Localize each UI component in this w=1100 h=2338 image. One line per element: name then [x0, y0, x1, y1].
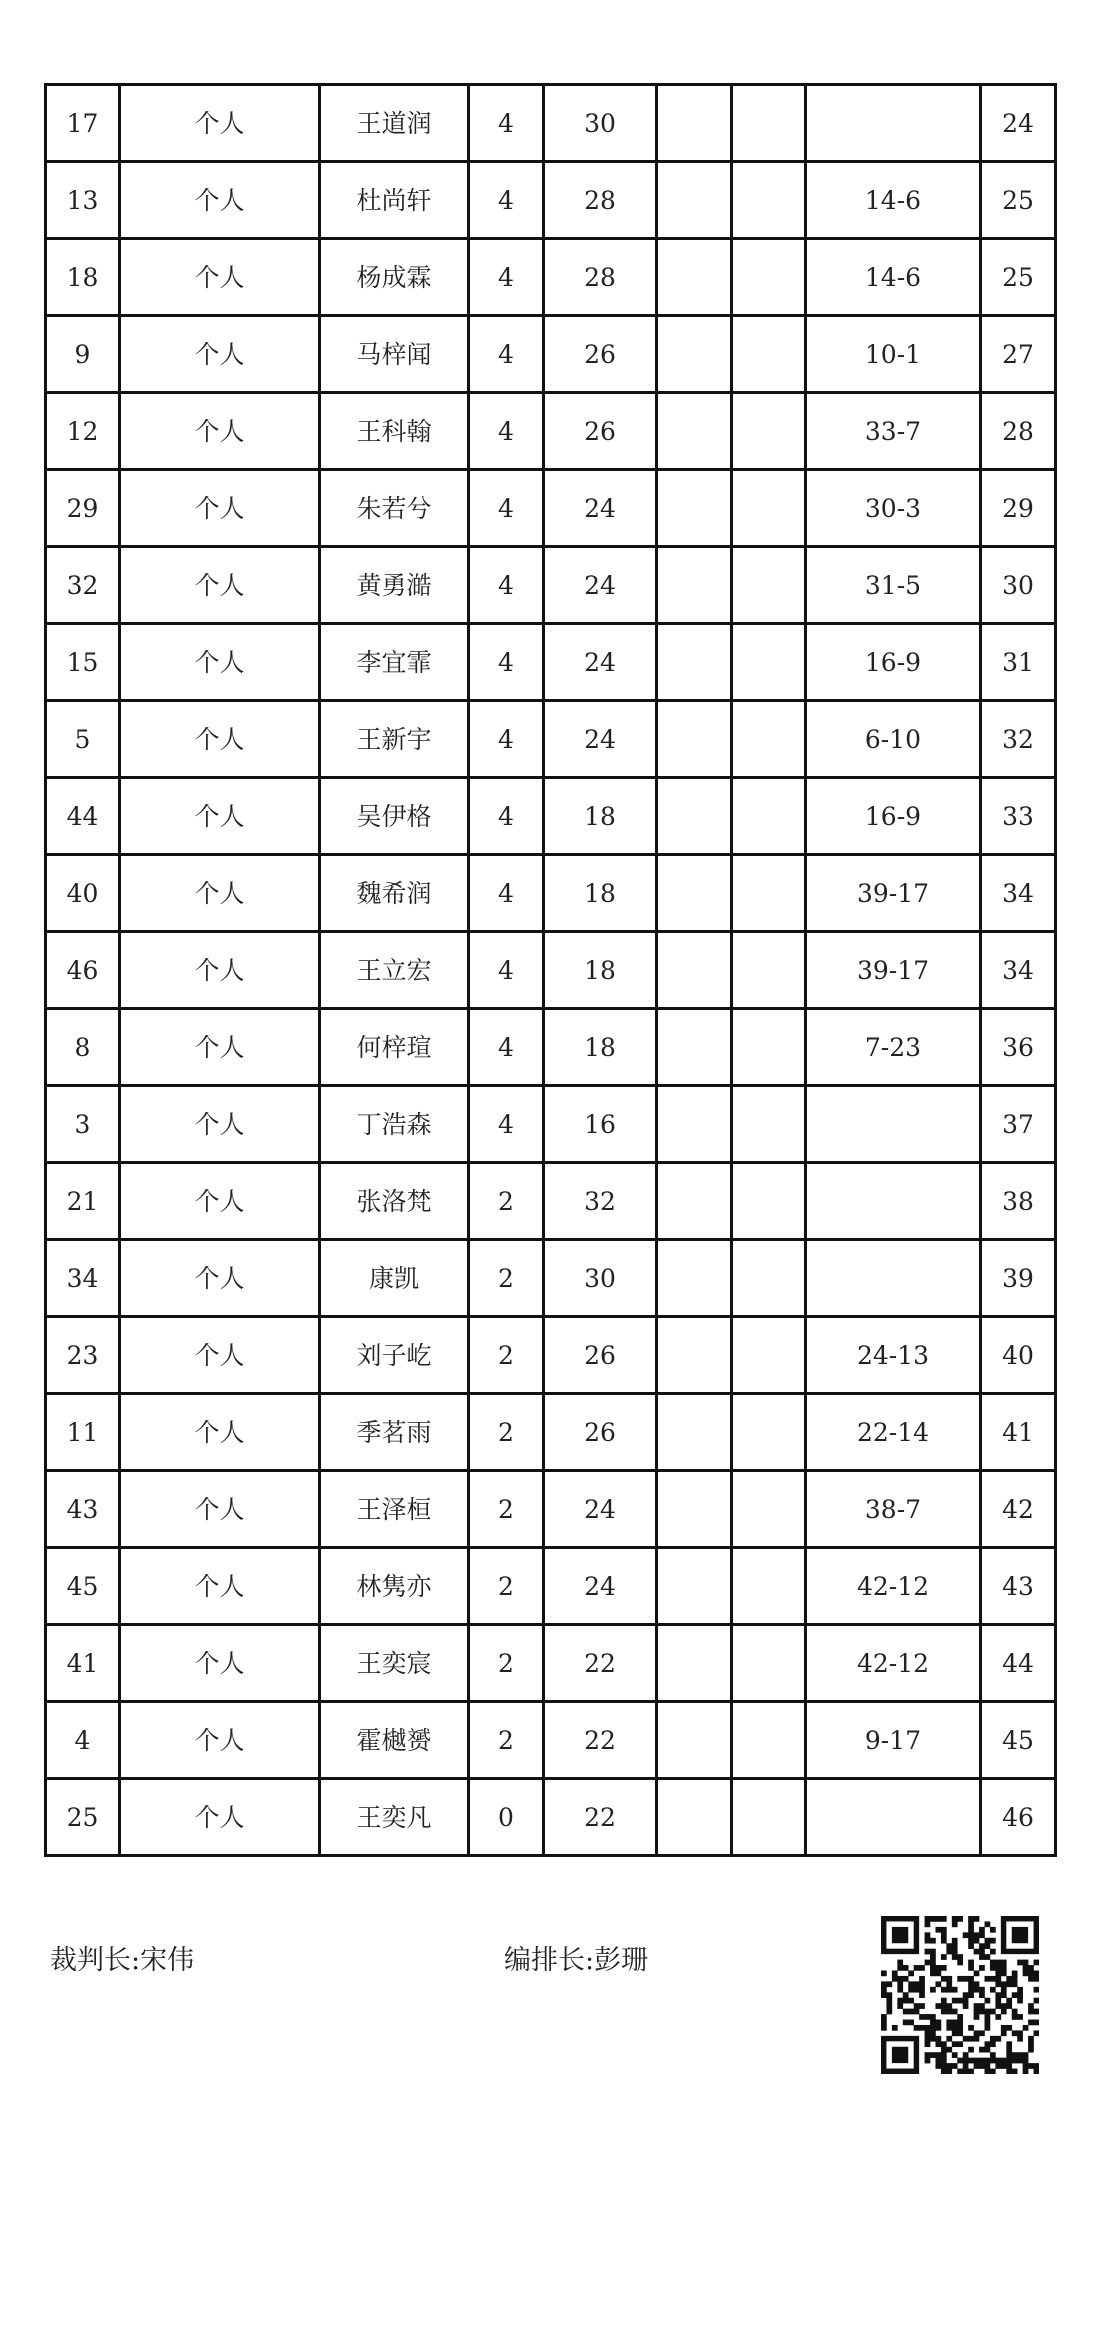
cell-score: 4 [469, 932, 544, 1009]
cell-points: 24 [544, 1548, 657, 1625]
chief-scheduler-label: 编排长:彭珊 [504, 1945, 649, 1976]
cell-entry-type: 个人 [120, 1548, 320, 1625]
cell-entry-type: 个人 [120, 393, 320, 470]
table-row [46, 701, 1056, 778]
cell-seed-number: 18 [46, 239, 120, 316]
cell-column-7 [732, 624, 806, 701]
cell-entry-type: 个人 [120, 547, 320, 624]
cell-player-name: 季茗雨 [320, 1394, 469, 1471]
cell-column-7 [732, 1394, 806, 1471]
cell-entry-type: 个人 [120, 855, 320, 932]
cell-entry-type: 个人 [120, 701, 320, 778]
cell-seed-number: 40 [46, 855, 120, 932]
cell-player-name: 杨成霖 [320, 239, 469, 316]
cell-player-name: 张洛梵 [320, 1163, 469, 1240]
table-row [46, 1240, 1056, 1317]
cell-score: 4 [469, 1009, 544, 1086]
cell-entry-type: 个人 [120, 624, 320, 701]
results-table [44, 83, 1057, 1857]
table-row [46, 624, 1056, 701]
cell-tiebreak [806, 85, 981, 162]
cell-tiebreak: 22-14 [806, 1394, 981, 1471]
cell-tiebreak [806, 1163, 981, 1240]
cell-column-7 [732, 85, 806, 162]
cell-points: 22 [544, 1779, 657, 1856]
cell-column-7 [732, 393, 806, 470]
table-row [46, 1163, 1056, 1240]
table-row [46, 1702, 1056, 1779]
cell-points: 18 [544, 778, 657, 855]
cell-column-6 [657, 778, 732, 855]
cell-seed-number: 46 [46, 932, 120, 1009]
cell-seed-number: 29 [46, 470, 120, 547]
cell-rank: 31 [981, 624, 1056, 701]
cell-column-6 [657, 855, 732, 932]
cell-points: 26 [544, 1394, 657, 1471]
cell-tiebreak: 10-1 [806, 316, 981, 393]
cell-score: 4 [469, 470, 544, 547]
cell-column-6 [657, 1086, 732, 1163]
cell-column-7 [732, 1163, 806, 1240]
table-row [46, 1009, 1056, 1086]
cell-player-name: 杜尚轩 [320, 162, 469, 239]
table-row [46, 1625, 1056, 1702]
cell-rank: 34 [981, 855, 1056, 932]
cell-column-7 [732, 1471, 806, 1548]
cell-seed-number: 34 [46, 1240, 120, 1317]
cell-points: 26 [544, 393, 657, 470]
qr-code-icon [881, 1916, 1039, 2074]
cell-tiebreak: 24-13 [806, 1317, 981, 1394]
table-row [46, 162, 1056, 239]
cell-points: 26 [544, 316, 657, 393]
cell-tiebreak: 16-9 [806, 778, 981, 855]
cell-seed-number: 21 [46, 1163, 120, 1240]
cell-seed-number: 11 [46, 1394, 120, 1471]
cell-player-name: 朱若兮 [320, 470, 469, 547]
cell-column-7 [732, 1625, 806, 1702]
cell-tiebreak [806, 1779, 981, 1856]
cell-entry-type: 个人 [120, 1394, 320, 1471]
cell-tiebreak [806, 1086, 981, 1163]
cell-column-6 [657, 316, 732, 393]
cell-tiebreak: 14-6 [806, 239, 981, 316]
cell-tiebreak: 42-12 [806, 1625, 981, 1702]
cell-player-name: 吴伊格 [320, 778, 469, 855]
cell-entry-type: 个人 [120, 1625, 320, 1702]
cell-seed-number: 12 [46, 393, 120, 470]
cell-entry-type: 个人 [120, 1702, 320, 1779]
table-row [46, 547, 1056, 624]
cell-column-6 [657, 1317, 732, 1394]
cell-score: 2 [469, 1625, 544, 1702]
cell-entry-type: 个人 [120, 1779, 320, 1856]
cell-column-6 [657, 547, 732, 624]
cell-column-6 [657, 1625, 732, 1702]
table-body [46, 85, 1056, 1856]
cell-entry-type: 个人 [120, 316, 320, 393]
cell-seed-number: 17 [46, 85, 120, 162]
cell-entry-type: 个人 [120, 1471, 320, 1548]
cell-points: 24 [544, 547, 657, 624]
cell-score: 2 [469, 1394, 544, 1471]
cell-entry-type: 个人 [120, 1009, 320, 1086]
table-row [46, 470, 1056, 547]
cell-seed-number: 32 [46, 547, 120, 624]
cell-player-name: 丁浩森 [320, 1086, 469, 1163]
cell-column-6 [657, 1163, 732, 1240]
cell-seed-number: 25 [46, 1779, 120, 1856]
cell-points: 24 [544, 624, 657, 701]
table-row [46, 932, 1056, 1009]
cell-score: 4 [469, 547, 544, 624]
cell-entry-type: 个人 [120, 1086, 320, 1163]
cell-column-6 [657, 1779, 732, 1856]
cell-rank: 32 [981, 701, 1056, 778]
cell-score: 2 [469, 1548, 544, 1625]
cell-column-7 [732, 1702, 806, 1779]
cell-rank: 42 [981, 1471, 1056, 1548]
cell-score: 2 [469, 1471, 544, 1548]
cell-column-6 [657, 1394, 732, 1471]
cell-entry-type: 个人 [120, 1240, 320, 1317]
cell-score: 0 [469, 1779, 544, 1856]
cell-player-name: 魏希润 [320, 855, 469, 932]
cell-player-name: 王科翰 [320, 393, 469, 470]
cell-tiebreak: 31-5 [806, 547, 981, 624]
cell-rank: 46 [981, 1779, 1056, 1856]
cell-column-7 [732, 547, 806, 624]
cell-player-name: 王道润 [320, 85, 469, 162]
cell-column-6 [657, 470, 732, 547]
table-row [46, 393, 1056, 470]
cell-points: 30 [544, 85, 657, 162]
cell-column-7 [732, 162, 806, 239]
cell-entry-type: 个人 [120, 85, 320, 162]
cell-rank: 29 [981, 470, 1056, 547]
cell-player-name: 王泽桓 [320, 1471, 469, 1548]
cell-points: 32 [544, 1163, 657, 1240]
cell-column-6 [657, 624, 732, 701]
table-row [46, 1471, 1056, 1548]
cell-rank: 27 [981, 316, 1056, 393]
cell-player-name: 何梓瑄 [320, 1009, 469, 1086]
cell-player-name: 黄勇澔 [320, 547, 469, 624]
cell-column-7 [732, 1009, 806, 1086]
cell-seed-number: 45 [46, 1548, 120, 1625]
cell-tiebreak: 6-10 [806, 701, 981, 778]
cell-rank: 28 [981, 393, 1056, 470]
cell-rank: 41 [981, 1394, 1056, 1471]
table-row [46, 85, 1056, 162]
cell-score: 4 [469, 855, 544, 932]
cell-column-6 [657, 1702, 732, 1779]
cell-column-7 [732, 932, 806, 1009]
cell-player-name: 林隽亦 [320, 1548, 469, 1625]
chief-referee-label: 裁判长:宋伟 [50, 1945, 195, 1976]
cell-rank: 30 [981, 547, 1056, 624]
cell-tiebreak: 33-7 [806, 393, 981, 470]
cell-points: 30 [544, 1240, 657, 1317]
cell-entry-type: 个人 [120, 932, 320, 1009]
table-row [46, 778, 1056, 855]
cell-tiebreak: 7-23 [806, 1009, 981, 1086]
cell-entry-type: 个人 [120, 778, 320, 855]
cell-column-7 [732, 316, 806, 393]
cell-seed-number: 13 [46, 162, 120, 239]
cell-rank: 33 [981, 778, 1056, 855]
table-row [46, 855, 1056, 932]
cell-column-7 [732, 239, 806, 316]
cell-points: 24 [544, 1471, 657, 1548]
cell-points: 22 [544, 1702, 657, 1779]
cell-seed-number: 8 [46, 1009, 120, 1086]
cell-seed-number: 15 [46, 624, 120, 701]
cell-points: 24 [544, 701, 657, 778]
cell-seed-number: 44 [46, 778, 120, 855]
cell-column-7 [732, 1086, 806, 1163]
cell-column-7 [732, 1548, 806, 1625]
cell-score: 2 [469, 1317, 544, 1394]
cell-column-6 [657, 1548, 732, 1625]
cell-player-name: 康凯 [320, 1240, 469, 1317]
cell-rank: 25 [981, 162, 1056, 239]
cell-player-name: 王立宏 [320, 932, 469, 1009]
table-row [46, 1779, 1056, 1856]
cell-column-6 [657, 393, 732, 470]
table-row [46, 1394, 1056, 1471]
cell-column-7 [732, 1317, 806, 1394]
cell-player-name: 刘子屹 [320, 1317, 469, 1394]
cell-column-6 [657, 85, 732, 162]
cell-column-6 [657, 1009, 732, 1086]
cell-tiebreak: 9-17 [806, 1702, 981, 1779]
cell-seed-number: 5 [46, 701, 120, 778]
cell-column-6 [657, 932, 732, 1009]
table-row [46, 1548, 1056, 1625]
cell-score: 4 [469, 701, 544, 778]
cell-column-7 [732, 470, 806, 547]
cell-column-7 [732, 778, 806, 855]
cell-player-name: 马梓闻 [320, 316, 469, 393]
cell-tiebreak: 38-7 [806, 1471, 981, 1548]
cell-score: 4 [469, 316, 544, 393]
cell-player-name: 王新宇 [320, 701, 469, 778]
cell-column-6 [657, 239, 732, 316]
cell-column-6 [657, 1240, 732, 1317]
cell-rank: 39 [981, 1240, 1056, 1317]
cell-player-name: 霍樾赟 [320, 1702, 469, 1779]
cell-rank: 25 [981, 239, 1056, 316]
cell-rank: 24 [981, 85, 1056, 162]
cell-seed-number: 23 [46, 1317, 120, 1394]
cell-rank: 36 [981, 1009, 1056, 1086]
cell-column-7 [732, 1240, 806, 1317]
cell-player-name: 王奕宸 [320, 1625, 469, 1702]
cell-column-7 [732, 1779, 806, 1856]
cell-score: 2 [469, 1240, 544, 1317]
cell-rank: 37 [981, 1086, 1056, 1163]
cell-rank: 34 [981, 932, 1056, 1009]
table-row [46, 1086, 1056, 1163]
cell-column-6 [657, 1471, 732, 1548]
cell-points: 22 [544, 1625, 657, 1702]
cell-score: 4 [469, 162, 544, 239]
cell-seed-number: 3 [46, 1086, 120, 1163]
cell-rank: 38 [981, 1163, 1056, 1240]
cell-player-name: 王奕凡 [320, 1779, 469, 1856]
cell-column-7 [732, 701, 806, 778]
table-row [46, 1317, 1056, 1394]
cell-score: 4 [469, 393, 544, 470]
cell-score: 4 [469, 624, 544, 701]
cell-entry-type: 个人 [120, 1163, 320, 1240]
cell-tiebreak [806, 1240, 981, 1317]
cell-seed-number: 4 [46, 1702, 120, 1779]
cell-score: 2 [469, 1163, 544, 1240]
cell-seed-number: 41 [46, 1625, 120, 1702]
cell-rank: 45 [981, 1702, 1056, 1779]
cell-score: 4 [469, 85, 544, 162]
cell-tiebreak: 16-9 [806, 624, 981, 701]
cell-points: 16 [544, 1086, 657, 1163]
cell-tiebreak: 39-17 [806, 855, 981, 932]
cell-tiebreak: 14-6 [806, 162, 981, 239]
cell-player-name: 李宜霏 [320, 624, 469, 701]
cell-entry-type: 个人 [120, 239, 320, 316]
cell-points: 28 [544, 162, 657, 239]
cell-rank: 43 [981, 1548, 1056, 1625]
cell-points: 24 [544, 470, 657, 547]
cell-points: 18 [544, 1009, 657, 1086]
cell-tiebreak: 39-17 [806, 932, 981, 1009]
cell-seed-number: 43 [46, 1471, 120, 1548]
cell-points: 26 [544, 1317, 657, 1394]
cell-seed-number: 9 [46, 316, 120, 393]
cell-entry-type: 个人 [120, 162, 320, 239]
cell-tiebreak: 30-3 [806, 470, 981, 547]
cell-score: 4 [469, 1086, 544, 1163]
cell-points: 18 [544, 932, 657, 1009]
cell-column-6 [657, 701, 732, 778]
cell-points: 28 [544, 239, 657, 316]
cell-column-7 [732, 855, 806, 932]
cell-score: 2 [469, 1702, 544, 1779]
cell-entry-type: 个人 [120, 470, 320, 547]
table-row [46, 239, 1056, 316]
cell-tiebreak: 42-12 [806, 1548, 981, 1625]
table-row [46, 316, 1056, 393]
cell-score: 4 [469, 239, 544, 316]
cell-rank: 40 [981, 1317, 1056, 1394]
cell-score: 4 [469, 778, 544, 855]
cell-entry-type: 个人 [120, 1317, 320, 1394]
cell-column-6 [657, 162, 732, 239]
cell-rank: 44 [981, 1625, 1056, 1702]
cell-points: 18 [544, 855, 657, 932]
